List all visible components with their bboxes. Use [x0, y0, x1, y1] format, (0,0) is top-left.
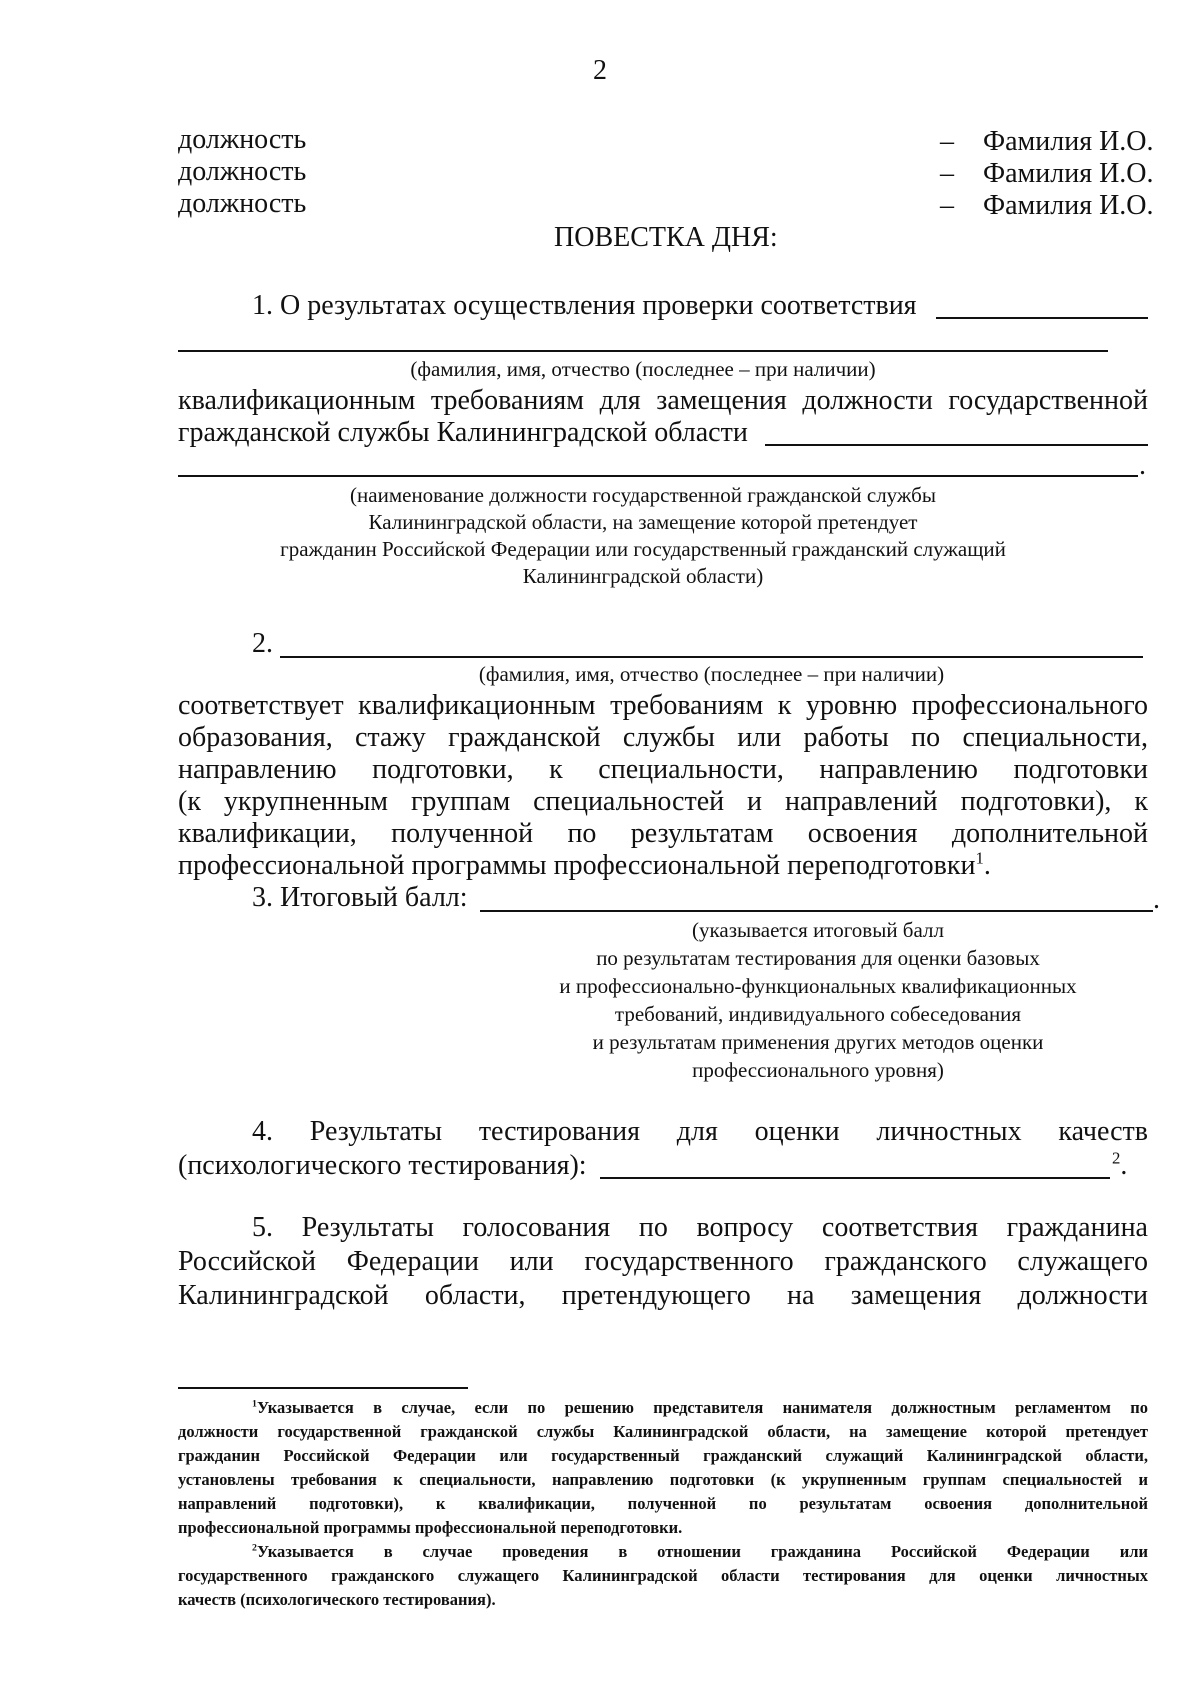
member-name: Фамилия И.О. — [983, 190, 1154, 221]
item3-period: . — [1153, 884, 1160, 915]
agenda-title: ПОВЕСТКА ДНЯ: — [554, 222, 778, 253]
item4-line: (психологического тестирования): — [178, 1150, 587, 1181]
item1-fio-caption: (фамилия, имя, отчество (последнее – при наличии) — [410, 357, 876, 381]
caption-line: и результатам применения других методов оценки — [592, 1030, 1044, 1054]
footnote-line: гражданин Российской Федерации или государственный гражданский служащий Калининградской области, — [178, 1446, 1148, 1465]
fill-line — [280, 656, 1143, 658]
footnote-line — [252, 1396, 1148, 1420]
member-dash: – — [940, 158, 954, 189]
item2-last-period: . — [983, 850, 991, 881]
caption-line: Калининградской области, на замещение которой претендует — [368, 510, 918, 534]
footnote-ref: 1 — [975, 848, 984, 868]
item4-end — [1112, 1150, 1127, 1182]
footnote-line: государственного гражданского служащего Калининградской области тестирования для оценки личностных — [178, 1566, 1148, 1585]
item1-period: . — [1139, 450, 1146, 481]
footnote-line: профессиональной программы профессиональной переподготовки. — [178, 1518, 683, 1537]
footnote-mark: 1 — [252, 1398, 257, 1410]
caption-line: (наименование должности государственной гражданской службы — [350, 483, 936, 507]
member-dash: – — [940, 126, 954, 157]
item5-line: 5. Результаты голосования по вопросу соответствия гражданина — [252, 1212, 1148, 1243]
member-position: должность — [178, 156, 307, 187]
item2-last-text: профессиональной программы профессиональной переподготовки — [178, 850, 976, 881]
member-dash: – — [940, 190, 954, 221]
fill-line — [480, 910, 1153, 912]
item4-period: . — [1120, 1150, 1128, 1181]
footnote-line — [252, 1540, 1148, 1564]
fill-line — [600, 1177, 1110, 1179]
caption-line: требований, индивидуального собеседования — [614, 1002, 1022, 1026]
item3-lead: 3. Итоговый балл: — [252, 882, 468, 913]
member-position: должность — [178, 188, 307, 219]
footnote-line: направлений подготовки), к квалификации, полученной по результатам освоения дополнительной — [178, 1494, 1148, 1513]
fill-line — [178, 350, 1108, 352]
item2-text-line: соответствует квалификационным требованиям к уровню профессионального — [178, 690, 1148, 721]
item2-text-line: (к укрупненным группам специальностей и направлений подготовки), к — [178, 786, 1148, 817]
footnote-text: Указывается в случае проведения в отношении гражданина Российской Федерации или — [256, 1542, 1148, 1561]
item5-line: Российской Федерации или государственного гражданского служащего — [178, 1246, 1148, 1277]
footnote-line: качеств (психологического тестирования). — [178, 1590, 496, 1609]
page-number: 2 — [593, 55, 607, 86]
member-name: Фамилия И.О. — [983, 158, 1154, 189]
caption-line: Калининградской области) — [522, 564, 764, 588]
footnote-ref: 2 — [1112, 1148, 1121, 1168]
item1-text-line: гражданской службы Калининградской области — [178, 417, 748, 448]
item2-text-line: направлению подготовки, к специальности, направлению подготовки — [178, 754, 1148, 785]
footnote-separator — [178, 1387, 468, 1389]
item1-lead: 1. О результатах осуществления проверки соответствия — [252, 290, 917, 321]
footnote-line: должности государственной гражданской службы Калининградской области, на замещение которой претендует — [178, 1422, 1148, 1441]
caption-line: и профессионально-функциональных квалификационных — [559, 974, 1077, 998]
item2-fio-caption: (фамилия, имя, отчество (последнее – при наличии) — [478, 662, 945, 686]
footnote-mark: 2 — [252, 1542, 257, 1554]
caption-line: (указывается итоговый балл — [692, 918, 944, 942]
fill-line — [765, 444, 1148, 446]
caption-line: по результатам тестирования для оценки базовых — [596, 946, 1040, 970]
item2-lead: 2. — [252, 628, 273, 659]
caption-line: профессионального уровня) — [692, 1058, 944, 1082]
member-position: должность — [178, 124, 307, 155]
fill-line — [936, 317, 1148, 319]
item5-line: Калининградской области, претендующего на замещения должности — [178, 1280, 1148, 1311]
item2-text-line: образования, стажу гражданской службы или работы по специальности, — [178, 722, 1148, 753]
fill-line — [178, 475, 1138, 477]
caption-line: гражданин Российской Федерации или государственный гражданский служащий — [280, 537, 1006, 561]
item2-text-line: квалификации, полученной по результатам освоения дополнительной — [178, 818, 1148, 849]
item2-text-line — [178, 850, 991, 882]
member-name: Фамилия И.О. — [983, 126, 1154, 157]
item1-text-line: квалификационным требованиям для замещения должности государственной — [178, 385, 1148, 416]
footnote-text: Указывается в случае, если по решению представителя нанимателя должностным регламентом по — [256, 1398, 1148, 1417]
item4-line: 4. Результаты тестирования для оценки личностных качеств — [252, 1116, 1148, 1147]
footnote-line: установлены требования к специальности, направлению подготовки (к укрупненным группам специальностей и — [178, 1470, 1148, 1489]
